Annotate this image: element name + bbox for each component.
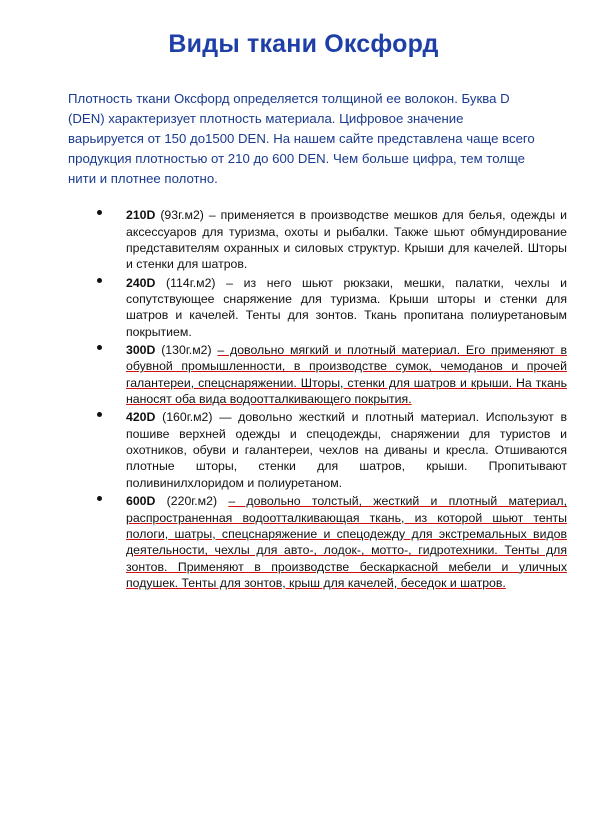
den-label: 600D	[126, 494, 156, 509]
weight-label: (114г.м2)	[166, 275, 216, 290]
fabric-types-list	[0, 207, 607, 593]
weight-label: (93г.м2)	[160, 208, 204, 223]
den-label: 240D	[126, 275, 156, 290]
bullet-dot-icon	[97, 278, 102, 283]
weight-label: (130г.м2)	[161, 343, 212, 358]
bullet-dot-icon	[97, 210, 102, 215]
den-label: 210D	[126, 208, 156, 223]
list-item-body	[126, 493, 567, 591]
list-item-body	[126, 275, 567, 340]
list-item-body	[126, 409, 567, 491]
list-item-body	[126, 207, 567, 272]
page-title: Виды ткани Оксфорд	[168, 30, 439, 58]
list-item-text: – из него шьют рюкзаки, мешки, палатки, чехлы и сопутствующее снаряжение для туризма. Крыши шторы и стенки для шатров и качелей. Тенты для зонтов. Ткань пропитана полиуретановым покрытием.	[126, 275, 568, 339]
list-item	[126, 493, 567, 593]
den-label: 420D	[126, 410, 156, 425]
intro-paragraph: Плотность ткани Оксфорд определяется толщиной ее волокон. Буква D (DEN) характеризует плотность материала. Цифровое значение варьируется от 150 до1500 DEN. На нашем сайте представлена чаще всего продукция плотностью от 210 до 600 DEN. Чем больше цифра, тем толще нити и плотнее полотно.	[68, 91, 535, 187]
list-item-body	[126, 342, 567, 407]
weight-label: (220г.м2)	[166, 494, 218, 509]
bullet-dot-icon	[97, 412, 102, 417]
list-item	[126, 207, 567, 274]
document-page	[0, 30, 607, 815]
list-item	[126, 409, 567, 493]
list-item	[126, 275, 567, 342]
weight-label: (160г.м2)	[162, 410, 213, 425]
list-item-text: — довольно жесткий и плотный материал. Используют в пошиве верхней одежды и спецодежды, снаряжении для туристов и охотников, обуви и галантереи, чехлов на диваны и кресла. Отшиваются плотные шторы, стенки для шатров, крыши. Пропитывают поливинилхлоридом и полиуретаном.	[126, 410, 567, 490]
den-label: 300D	[126, 343, 156, 358]
bullet-dot-icon	[97, 345, 102, 350]
list-item-text: – довольно толстый, жесткий и плотный материал, распространенная водоотталкивающая ткань, из которой шьют тенты пологи, шатры, спецснаряжение и спецодежду для экстремальных видов деятельности, чехлы для авто-, лодок-, мотто-, гидротехники. Тенты для зонтов. Применяют в производстве бескаркасной мебели и уличных подушек. Тенты для зонтов, крыш для качелей, беседок и шатров.	[126, 494, 568, 590]
list-item-text: – довольно мягкий и плотный материал. Его применяют в обувной промышленности, в производстве сумок, чемоданов и прочей галантереи, спецснаряжении. Шторы, стенки для шатров и крыши. На ткань наносят оба вида водоотталкивающего покрытия.	[126, 343, 567, 407]
list-item-text: – применяется в производстве мешков для белья, одежды и аксессуаров для туризма, охоты и рыбалки. Также шьют обмундирование представителям охранных и силовых структур. Крыши для качелей. Шторы и стенки для шатров.	[126, 208, 567, 272]
bullet-dot-icon	[97, 496, 102, 501]
list-item	[126, 342, 567, 409]
